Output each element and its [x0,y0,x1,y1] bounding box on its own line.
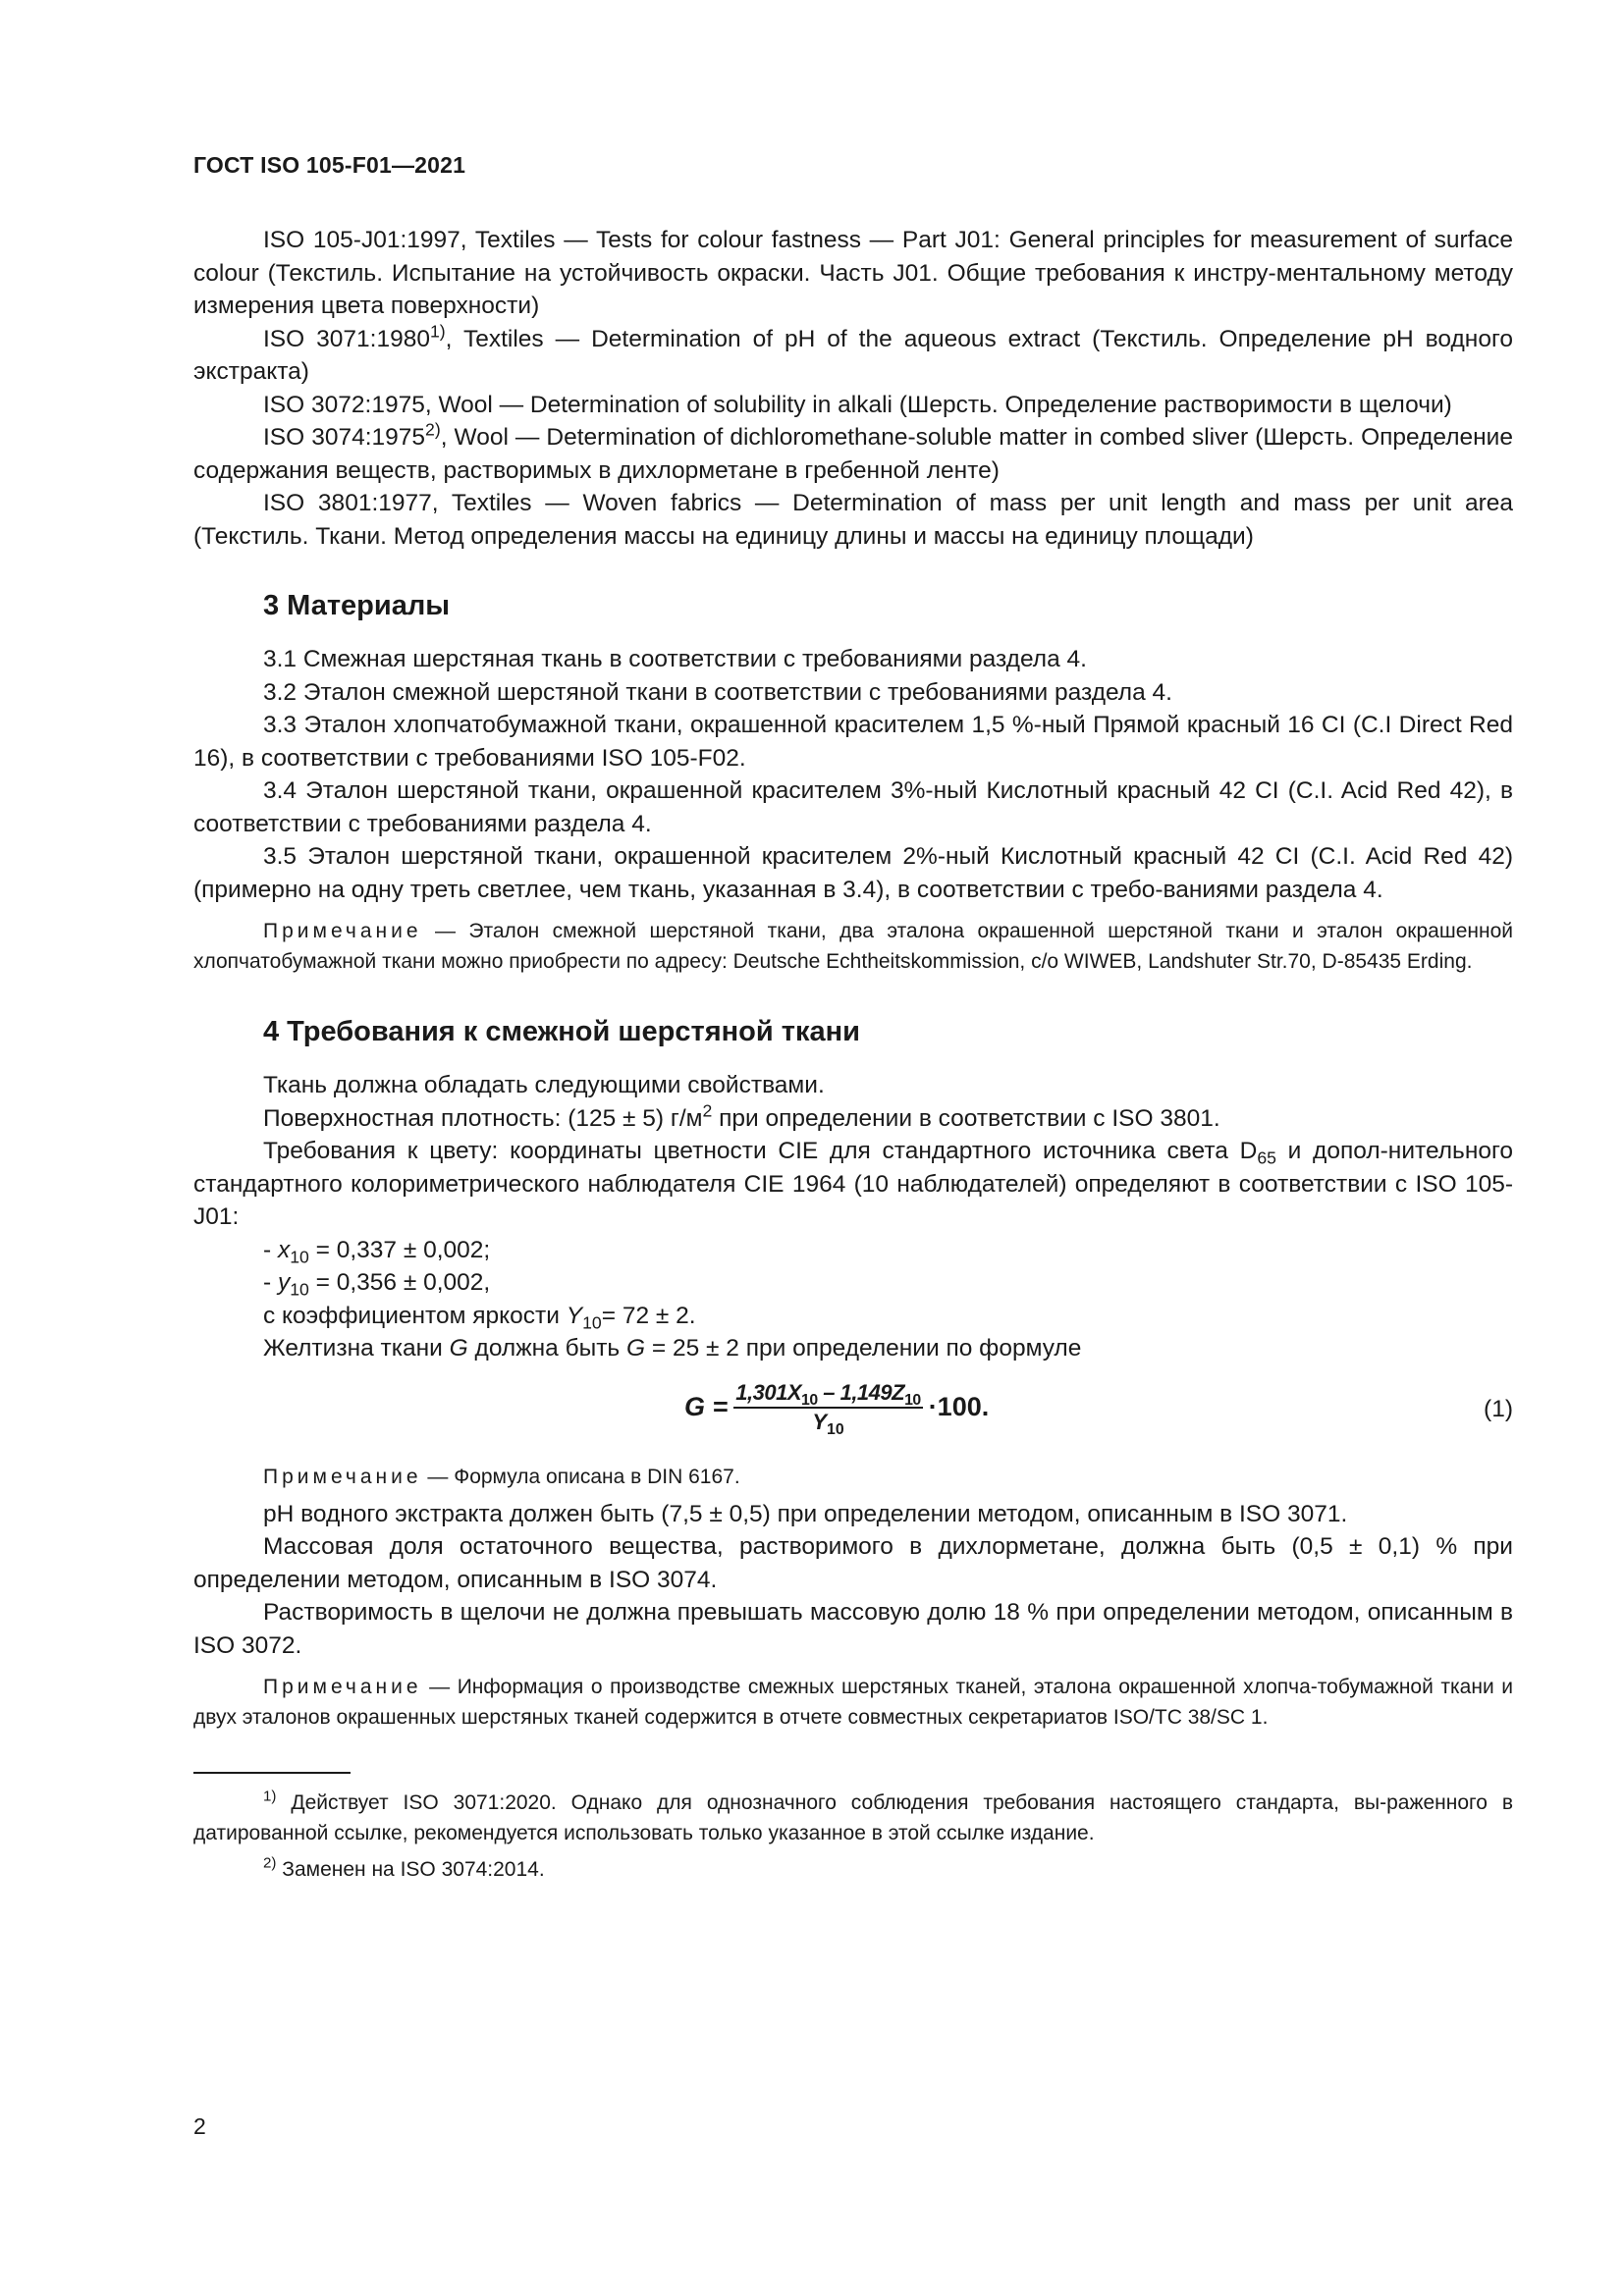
reference-item: ISO 3072:1975, Wool — Determination of solubility in alkali (Шерсть. Определение растворимости в щелочи) [263,391,1452,418]
section-3-heading: 3 Материалы [263,590,451,621]
reference-item: ISO 105-J01:1997, Textiles — Tests for colour fastness — Part J01: General principles for measurement of surface colour (Текстиль. Испытание на устойчивость окраски. Часть J01. Общие требования к инстру-ментальному методу измерения цвета поверхности) [193,227,1513,319]
yellowness-requirement: Желтизна ткани G должна быть G = 25 ± 2 при определении по формуле [263,1335,1082,1362]
formula-fraction [733,1379,922,1436]
footnote-2: $^{2)}$ Заменен на ISO 3074:2014. [263,1854,545,1881]
ph-requirement: pH водного экстракта должен быть (7,5 ± 0,5) при определении методом, описанным в ISO 3071. [263,1500,1348,1527]
requirements-intro: Ткань должна обладать следующими свойствами. [263,1072,825,1098]
document-header: ГОСТ ISO 105-F01—2021 [193,152,466,178]
alkali-requirement: Растворимость в щелочи не должна превышать массовую долю 18 % при определении методом, описанным в ISO 3072. [193,1599,1513,1659]
formula-block [193,1373,1513,1448]
density-requirement: Поверхностная плотность: (125 ± 5) $г/м^2$ при определении в соответствии с ISO 3801. [263,1099,1220,1132]
note-label: Примечание [263,1676,422,1698]
note-label: Примечание [263,1465,422,1488]
reference-item: ISO 3074:1975$^{2)}$, Wool — Determination of dichloromethane-soluble matter in combed sliver (Шерсть. Определение содержания веществ, растворимых в дихлорметане в гребенной ленте) [193,419,1513,484]
note-label: Примечание [263,920,422,942]
reference-item: ISO 3801:1977, Textiles — Woven fabrics — Determination of mass per unit length and mass per unit area (Текстиль. Ткани. Метод определения массы на единицу длины и массы на единицу площади) [193,490,1513,550]
equation-number: (1) [1484,1395,1513,1422]
luminance-value: с коэффициентом яркости $Y_{10}= 72 \pm 2$. [263,1302,696,1332]
color-requirement: Требования к цвету: координаты цветности CIE для стандартного источника света $D_{65}$ и допол-нительного стандартного колориметрического наблюдателя CIE 1964 (10 наблюдателей) определяют в соответствии с ISO 105-J01: [193,1138,1514,1230]
section-4-note: Примечание — Информация о производстве смежных шерстяных тканей, эталона окрашенной хлопча-тобумажной ткани и двух эталонов окрашенных шерстяных тканей содержится в отчете совместных секретариатов ISO/TC 38/SC 1. [193,1676,1513,1729]
formula-denominator: $Y_{10}$ [812,1409,844,1438]
clause-3-3: 3.3 Эталон хлопчатобумажной ткани, окрашенной красителем 1,5 %-ный Прямой красный 16 CI (C.I Direct Red 16), в соответствии с требованиями ISO 105-F02. [193,712,1513,772]
formula-lhs: G = [684,1391,729,1421]
section-3-body [193,643,1513,977]
formula-numerator: $1,301X_{10} - 1,149Z_{10}$ [735,1379,921,1409]
footnote-1: $^{1)}$ Действует ISO 3071:2020. Однако для однозначного соблюдения требования настоящего стандарта, вы-раженного в датированной ссылке, рекомендуется использовать только указанное в этой ссылке издание. [193,1788,1513,1844]
section-4-body [193,1069,1513,1733]
references-list [193,224,1513,553]
reference-item: ISO 3071:1980$^{1)}$, Textiles — Determination of pH of the aqueous extract (Текстиль. Определение pH водного экстракта) [193,320,1513,385]
clause-3-2: 3.2 Эталон смежной шерстяной ткани в соответствии с требованиями раздела 4. [263,678,1172,706]
yellowness-formula [684,1379,989,1436]
page-content [193,224,1513,1885]
page-number: 2 [193,2113,206,2139]
section-4-heading: 4 Требования к смежной шерстяной ткани [263,1016,860,1047]
dichloromethane-requirement: Массовая доля остаточного вещества, растворимого в дихлорметане, должна быть (0,5 ± 0,1) % при определении методом, описанным в ISO 3074. [193,1533,1513,1593]
clause-3-4: 3.4 Эталон шерстяной ткани, окрашенной красителем 3%-ный Кислотный красный 42 CI (C.I. Acid Red 42), в соответствии с требованиями раздела 4. [193,777,1513,837]
clause-3-5: 3.5 Эталон шерстяной ткани, окрашенной красителем 2%-ный Кислотный красный 42 CI (C.I. Acid Red 42) (примерно на одну треть светлее, чем ткань, указанная в 3.4), в соответствии с требо-ваниями раздела 4. [193,843,1513,903]
footnotes [193,1772,1513,1885]
section-3-note: Примечание — Эталон смежной шерстяной ткани, два эталона окрашенной шерстяной ткани и эталон окрашенной хлопчатобумажной ткани можно приобрести по адресу: Deutsche Echtheitskommission, c/o WIWEB, Landshuter Str.70, D-85435 Erding. [193,920,1513,973]
formula-tail: ·100. [928,1391,990,1421]
x10-value: - $x_{10} = 0,337 \pm 0,002$; [263,1236,491,1266]
formula-note: Примечание — Формула описана в DIN 6167. [263,1465,740,1488]
y10-value: - $y_{10} = 0,356 \pm 0,002$, [263,1269,491,1300]
clause-3-1: 3.1 Смежная шерстяная ткань в соответствии с требованиями раздела 4. [263,646,1087,672]
footnote-separator [193,1772,351,1774]
